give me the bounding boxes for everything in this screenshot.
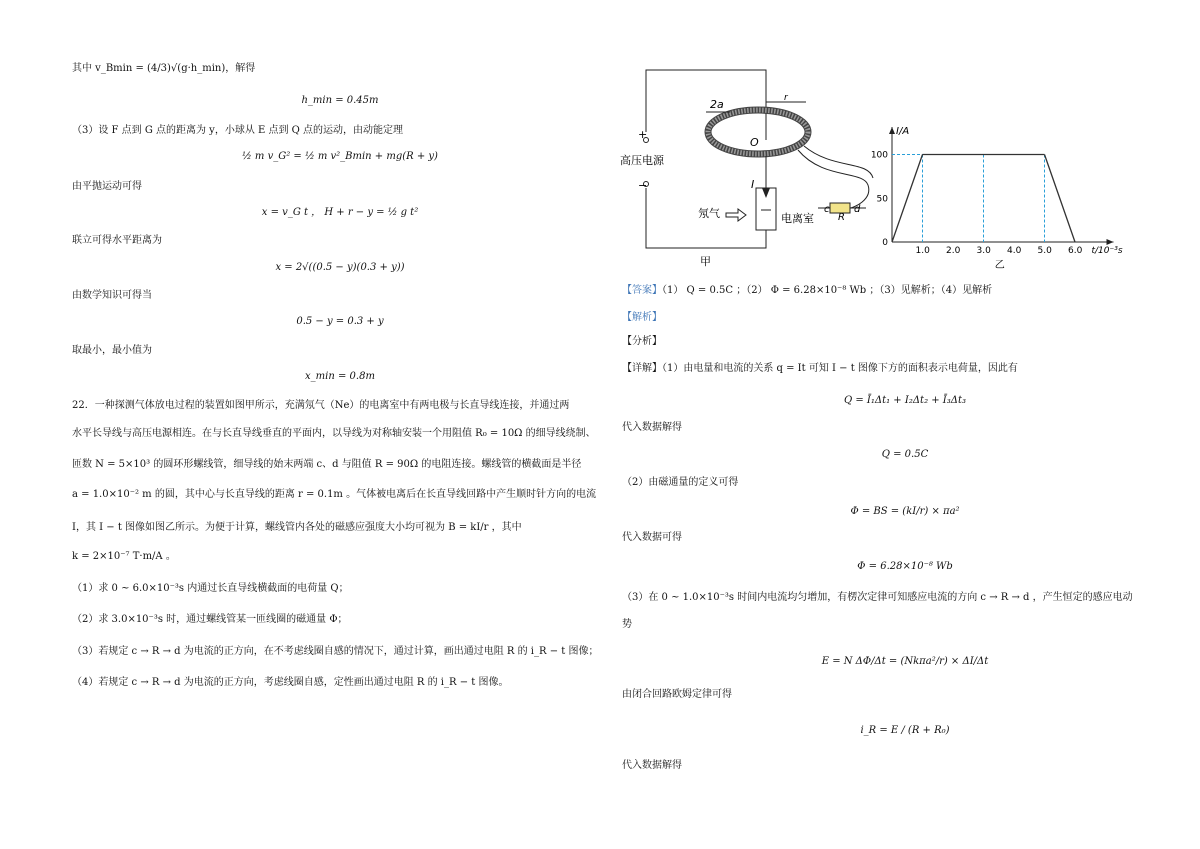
text-line: 代入数据解得 [622,760,682,771]
text-line: （3）设 F 点到 G 点的距离为 y，小球从 E 点到 Q 点的运动，由动能定理 [72,125,404,136]
text-line: （3）在 0 ~ 1.0×10⁻³s 时间内电流均匀增加，有楞次定律可知感应电流的方向 c → R → d ，产生恒定的感应电动 [622,592,1133,603]
series-segment [1045,155,1076,243]
center-label: O [750,136,759,149]
equation: Q = 0.5C [881,449,929,460]
figure-apparatus [618,60,908,272]
question-2: （2）求 3.0×10⁻³s 时，通过螺线管某一匝线圈的磁通量 Φ； [72,614,348,625]
problem-text: I，其 I − t 图像如图乙所示。为便于计算，螺线管内各处的磁感应强度大小均可视为 B = kI/r ，其中 [72,522,522,533]
r-label: r [784,93,788,103]
equation: E = N ΔΦ/Δt = (Nkπa²/r) × ΔI/Δt [821,656,989,667]
x-tick-label: 5.0 [1037,246,1052,256]
x-tick-label: 1.0 [915,246,930,256]
equation: ½ m v_G² = ½ m v²_Bmin + mg(R + y) [242,151,438,162]
diameter-label: 2a [710,98,724,111]
text-line: 其中 v_Bmin = (4/3)√(g·h_min)，解得 [72,63,256,74]
d-label: d [854,204,861,215]
detail-text: 【详解】（1）由电量和电流的关系 q = It 可知 I − t 图像下方的面积表示电荷量，因此有 [622,363,1018,374]
text-line: 势 [622,619,632,630]
gas-inlet-arrow-icon [726,209,746,221]
text-line: 取最小，最小值为 [72,345,152,356]
answer-tag: 【答案】 [622,285,662,296]
figure-caption: 甲 [700,255,711,268]
minus-label: − [638,179,648,192]
current-arrow-icon [762,188,770,198]
analysis-tag: 【解析】 [622,312,662,323]
x-tick-label: 6.0 [1068,246,1083,256]
x-axis-label: t/10⁻³s [1091,246,1123,256]
y-tick-label: 100 [870,150,888,161]
answer-text: （1） Q = 0.5C ；（2） Φ = 6.28×10⁻⁸ Wb ；（3）见解析；（4）见解析 [662,285,993,296]
y-tick-label: 0 [882,238,888,248]
question-1: （1）求 0 ~ 6.0×10⁻³s 内通过长直导线横截面的电荷量 Q； [72,583,349,594]
chamber-label: 电离室 [781,212,814,225]
answer-line [622,284,992,298]
equation: i_R = E / (R + R₀) [860,725,950,736]
problem-text: 匝数 N = 5×10³ 的圆环形螺线管，细导线的始末两端 c、d 与阻值 R = 90Ω 的电阻连接。螺线管的横截面是半径 [72,459,582,470]
chart-caption: 乙 [994,260,1005,271]
x-tick-label: 2.0 [946,246,961,256]
equation: x = v_G t ， H + r − y = ½ g t² [261,207,419,218]
x-tick-label: 3.0 [976,246,991,256]
problem-text: 水平长导线与高压电源相连。在与长直导线垂直的平面内，以导线为对称轴安装一个用阻值 R₀ = 10Ω 的细导线绕制、 [72,428,596,439]
problem-text: k = 2×10⁻⁷ T·m/A 。 [72,551,176,562]
x-tick-label: 4.0 [1007,246,1022,256]
x-axis-arrow-icon [1107,239,1114,245]
equation: Φ = BS = (kI/r) × πa² [850,506,960,517]
problem-text: 22．一种探测气体放电过程的装置如图甲所示，充满氖气（Ne）的电离室中有两电极与长直导线连接，并通过两 [72,400,570,411]
chart-current-time [870,122,1123,272]
equation: Q = Ī₁Δt₁ + I₂Δt₂ + Ī₃Δt₃ [843,395,967,406]
y-axis-arrow-icon [889,127,895,134]
source-label: 高压电源 [620,154,664,167]
equation: x = 2√((0.5 − y)(0.3 + y)) [275,262,405,273]
R-label: R [838,212,845,223]
text-line: 联立可得水平距离为 [72,235,162,246]
text-line: 代入数据解得 [622,422,682,433]
text-line: 由闭合回路欧姆定律可得 [622,689,732,700]
text-line: 由数学知识可得当 [72,290,152,301]
question-4: （4）若规定 c → R → d 为电流的正方向，考虑线圈自感，定性画出通过电阻 R 的 i_R − t 图像。 [72,677,509,688]
analysis-heading: 【分析】 [622,336,662,347]
c-label: c [824,204,830,215]
equation: x_min = 0.8m [305,371,375,382]
equation: 0.5 − y = 0.3 + y [296,316,384,327]
text-line: 由平抛运动可得 [72,181,142,192]
y-tick-label: 50 [876,194,888,205]
equation: h_min = 0.45m [301,95,379,106]
current-label: I [751,178,755,191]
problem-text: a = 1.0×10⁻² m 的圆，其中心与长直导线的距离 r = 0.1m 。气体被电离后在长直导线回路中产生顺时针方向的电流 [72,489,597,500]
y-axis-label: I/A [896,126,910,137]
series-segment [892,155,923,243]
gas-label: 氖气 [698,207,720,220]
text-line: 代入数据可得 [622,532,682,543]
text-line: （2）由磁通量的定义可得 [622,477,739,488]
plus-label: + [638,128,648,141]
equation: Φ = 6.28×10⁻⁸ Wb [857,561,953,572]
question-3: （3）若规定 c → R → d 为电流的正方向，在不考虑线圈自感的情况下，通过计算，画出通过电阻 R 的 i_R − t 图像； [72,646,599,657]
